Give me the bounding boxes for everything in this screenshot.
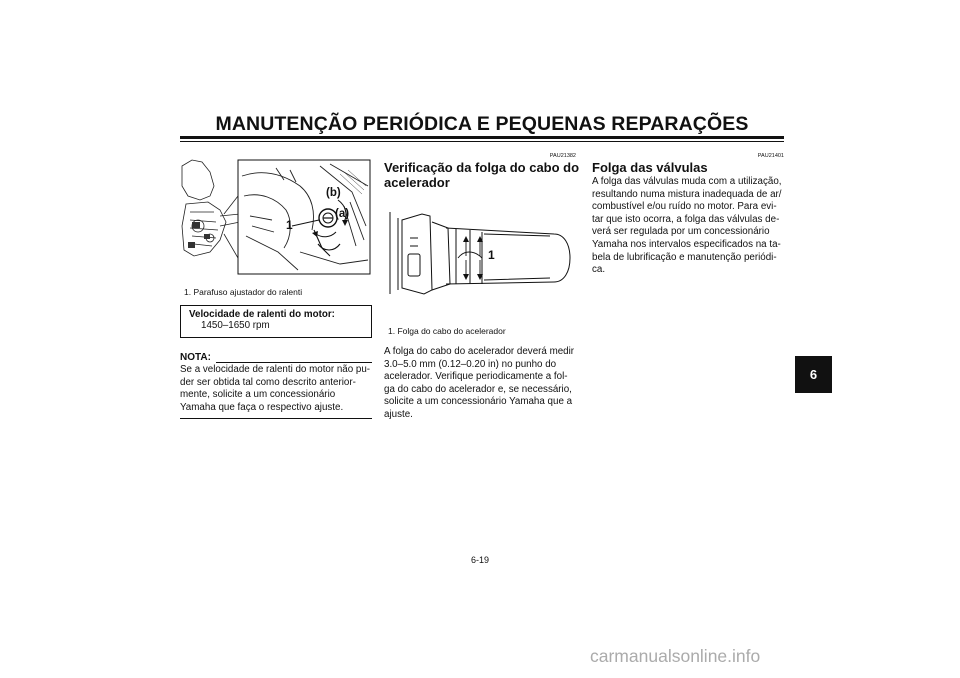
nota-line: mente, solicite a um concessionário	[180, 389, 336, 401]
idle-screw-figure	[180, 156, 372, 278]
page-title: MANUTENÇÃO PERIÓDICA E PEQUENAS REPARAÇÕES	[215, 113, 749, 135]
chapter-tab: 6	[795, 356, 832, 393]
section-code: PAU21401	[757, 153, 784, 159]
text-line: 3.0–5.0 mm (0.12–0.20 in) no punho do	[384, 358, 557, 370]
text-line: tar que isto ocorra, a folga das válvulas de-	[592, 213, 780, 225]
text-line: acelerador. Verifique periodicamente a fol-	[384, 371, 568, 383]
nota-rule-bottom	[180, 418, 372, 419]
nota-line: Yamaha que faça o respectivo ajuste.	[180, 401, 344, 413]
idle-speed-spec-box	[180, 305, 372, 338]
idle-speed-value: 1450–1650 rpm	[201, 320, 270, 331]
section-code: PAU21382	[549, 153, 576, 159]
text-line: Yamaha nos intervalos especificados na ta-	[592, 238, 781, 250]
figure-label-b: (b)	[326, 187, 341, 199]
title-line: Verificação da folga do cabo do	[384, 160, 580, 175]
text-line: bela de lubrificação e manutenção periódi-	[592, 251, 777, 263]
header-rule-thin	[180, 141, 784, 142]
text-line: ajuste.	[384, 408, 413, 420]
idle-speed-label: Velocidade de ralenti do motor:	[189, 309, 335, 320]
title-line: acelerador	[384, 175, 450, 190]
throttle-paragraph	[384, 346, 576, 422]
throttle-caption: 1. Folga do cabo do acelerador	[388, 326, 506, 336]
nota-line: der ser obtida tal como descrito anterior-	[180, 376, 356, 388]
watermark: carmanualsonline.info	[590, 646, 761, 666]
figure-label-1: 1	[286, 218, 293, 232]
nota-line: Se a velocidade de ralenti do motor não pu-	[180, 364, 371, 375]
text-line: verá ser regulada por um concessionário	[592, 226, 770, 238]
nota-heading: NOTA:	[180, 352, 211, 363]
valve-paragraph	[592, 176, 784, 277]
header-rule	[180, 136, 784, 139]
text-line: solicite a um concessionário Yamaha que a	[384, 396, 573, 408]
text-line: ga do cabo do acelerador e, se necessário,	[384, 383, 572, 395]
text-line: A folga das válvulas muda com a utilização,	[592, 176, 782, 187]
valve-section-title: Folga das válvulas	[592, 160, 708, 175]
throttle-grip-illustration	[384, 198, 576, 310]
figure-label-a: (a)	[335, 208, 350, 220]
throttle-grip-figure	[384, 198, 576, 310]
text-line: resultando numa mistura inadequada de ar/	[592, 188, 782, 200]
idle-screw-caption: 1. Parafuso ajustador do ralenti	[184, 287, 303, 297]
text-line: combustível e/ou ruído no motor. Para evi-	[592, 201, 777, 213]
throttle-section-title	[384, 160, 584, 190]
page-number: 6-19	[470, 555, 489, 565]
nota-rule-top	[216, 362, 372, 363]
figure-label-1: 1	[488, 248, 495, 262]
text-line: ca.	[592, 264, 606, 276]
text-line: A folga do cabo do acelerador deverá medir	[384, 346, 575, 357]
nota-text	[180, 364, 372, 414]
